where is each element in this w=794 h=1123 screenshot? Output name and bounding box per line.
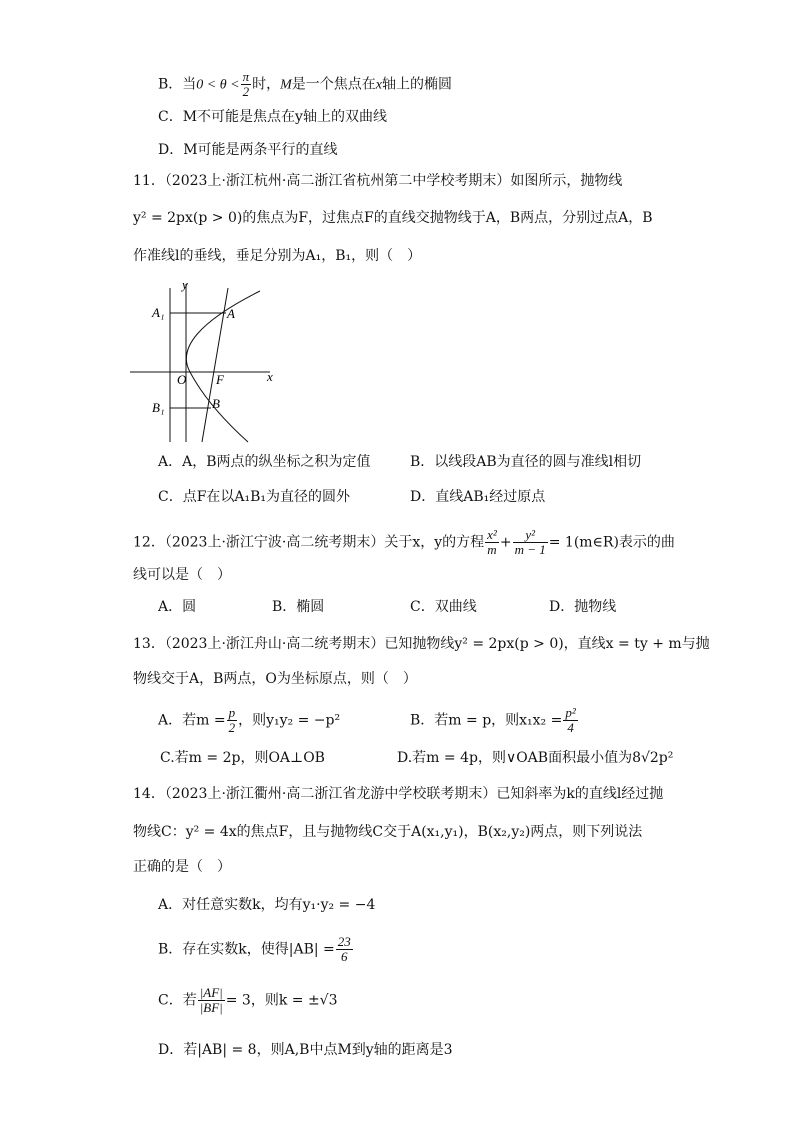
label-a1: A₁	[152, 305, 165, 320]
q12-stem-suffix: = 1(m∈R)表示的曲	[548, 534, 675, 551]
fraction-numerator: 23	[337, 934, 351, 949]
q13-option-d: D.若m = 4p，则∨OAB面积最小值为8√2p²	[397, 750, 674, 766]
q10-optb-prefix: B．当	[158, 76, 197, 93]
q11-option-d: D．直线AB₁经过原点	[410, 489, 546, 505]
q13-option-a	[158, 706, 340, 735]
fraction-denominator: 2	[242, 84, 250, 99]
q10-optb-var-x: x	[375, 77, 382, 93]
q12-plus: +	[499, 534, 512, 551]
q14-stem-line1: 14．（2023上·浙江衢州·高二浙江省龙游中学校联考期末）已知斜率为k的直线l经过抛	[133, 786, 664, 802]
q14-optc-fraction	[198, 986, 225, 1015]
q12-option-c: C．双曲线	[410, 599, 477, 615]
q10-option-b	[158, 70, 452, 99]
label-x: x	[267, 369, 273, 384]
q13-optb-prefix: B．若m = p，则x₁x₂ =	[410, 712, 563, 729]
q11-stem-line1: 11．（2023上·浙江杭州·高二浙江省杭州第二中学校考期末）如图所示，抛物线	[133, 173, 623, 189]
label-o: O	[177, 372, 187, 387]
q11-option-c: C．点F在以A₁B₁为直径的圆外	[158, 489, 351, 505]
q11-option-b: B．以线段AB为直径的圆与准线l相切	[410, 454, 642, 470]
q12-option-d: D．抛物线	[549, 599, 617, 615]
fraction-numerator: y²	[513, 528, 548, 543]
label-f: F	[216, 372, 224, 387]
fraction-denominator: |BF|	[199, 1000, 223, 1015]
q10-optb-text3: 轴上的椭圆	[381, 76, 452, 93]
q14-optc-prefix: C．若	[158, 992, 197, 1009]
q13-optb-fraction	[563, 706, 577, 735]
q12-stem-prefix: 12．（2023上·浙江宁波·高二统考期末）关于x，y的方程	[133, 534, 485, 551]
q10-optb-text: 时，	[252, 76, 281, 93]
fraction-numerator: x²	[487, 527, 497, 542]
q14-option-c	[158, 986, 338, 1015]
fraction-numerator: |AF|	[199, 985, 223, 1000]
fraction-numerator: p²	[565, 705, 576, 720]
label-b: B	[212, 396, 220, 411]
q13-stem-line2: 物线交于A，B两点，O为坐标原点，则（ ）	[133, 671, 417, 687]
q10-option-d: D．M可能是两条平行的直线	[158, 142, 338, 158]
q13-option-b	[410, 706, 579, 735]
parabola-figure	[130, 276, 290, 446]
q14-stem-line3: 正确的是（ ）	[133, 859, 231, 875]
q14-optb-fraction	[336, 935, 353, 964]
q12-fraction-x	[485, 528, 499, 557]
q12-option-a: A．圆	[158, 599, 197, 615]
fraction-numerator: π	[242, 69, 250, 84]
q11-option-a: A．A，B两点的纵坐标之积为定值	[158, 454, 371, 470]
q13-option-c: C.若m = 2p，则OA⊥OB	[160, 750, 325, 766]
q10-optb-text2: 是一个焦点在	[291, 76, 376, 93]
q11-stem-line3: 作准线l的垂线，垂足分别为A₁，B₁，则（ ）	[133, 248, 422, 264]
q14-optb-prefix: B．存在实数k，使得|AB| =	[158, 941, 335, 958]
q10-option-c: C．M不可能是焦点在y轴上的双曲线	[158, 109, 387, 125]
fraction-denominator: 4	[567, 720, 574, 735]
q12-option-b: B．椭圆	[272, 599, 325, 615]
label-y: y	[182, 277, 188, 292]
q13-stem-line1: 13．（2023上·浙江舟山·高二统考期末）已知抛物线y² = 2px(p > 0)，直线x = ty + m与抛	[133, 636, 710, 652]
q14-stem-line2: 物线C：y² = 4x的焦点F，且与抛物线C交于A(x₁,y₁)，B(x₂,y₂)两点，则下列说法	[133, 824, 643, 840]
fraction-denominator: m	[487, 542, 497, 557]
q14-option-b	[158, 935, 354, 964]
fraction-denominator: 6	[341, 949, 348, 964]
label-a: A	[227, 306, 235, 321]
q14-option-a: A．对任意实数k，均有y₁·y₂ = −4	[158, 897, 376, 913]
q11-stem-line2: y² = 2px(p > 0)的焦点为F，过焦点F的直线交抛物线于A，B两点，分别过点A，B	[133, 210, 653, 226]
fraction-denominator: m − 1	[514, 542, 546, 557]
q13-opta-fraction	[227, 706, 238, 735]
q13-opta-prefix: A．若m =	[158, 712, 226, 729]
q12-fraction-y	[513, 528, 548, 557]
q12-stem-line2: 线可以是（ ）	[133, 567, 231, 583]
fraction-numerator: p	[228, 705, 236, 720]
parabola-diagram	[130, 276, 290, 446]
q14-option-d: D．若|AB| = 8，则A,B中点M到y轴的距离是3	[158, 1042, 453, 1058]
label-b1: B₁	[152, 400, 165, 415]
q13-opta-suffix: ，则y₁y₂ = −p²	[238, 712, 341, 729]
q10-optb-var-m: M	[280, 77, 292, 93]
q12-stem-line1	[133, 528, 675, 557]
q14-optc-suffix: = 3，则k = ±√3	[225, 992, 338, 1009]
fraction-denominator: 2	[228, 720, 236, 735]
q10-optb-ineq: 0 < θ <	[196, 77, 240, 93]
q10-optb-fraction	[241, 70, 252, 99]
